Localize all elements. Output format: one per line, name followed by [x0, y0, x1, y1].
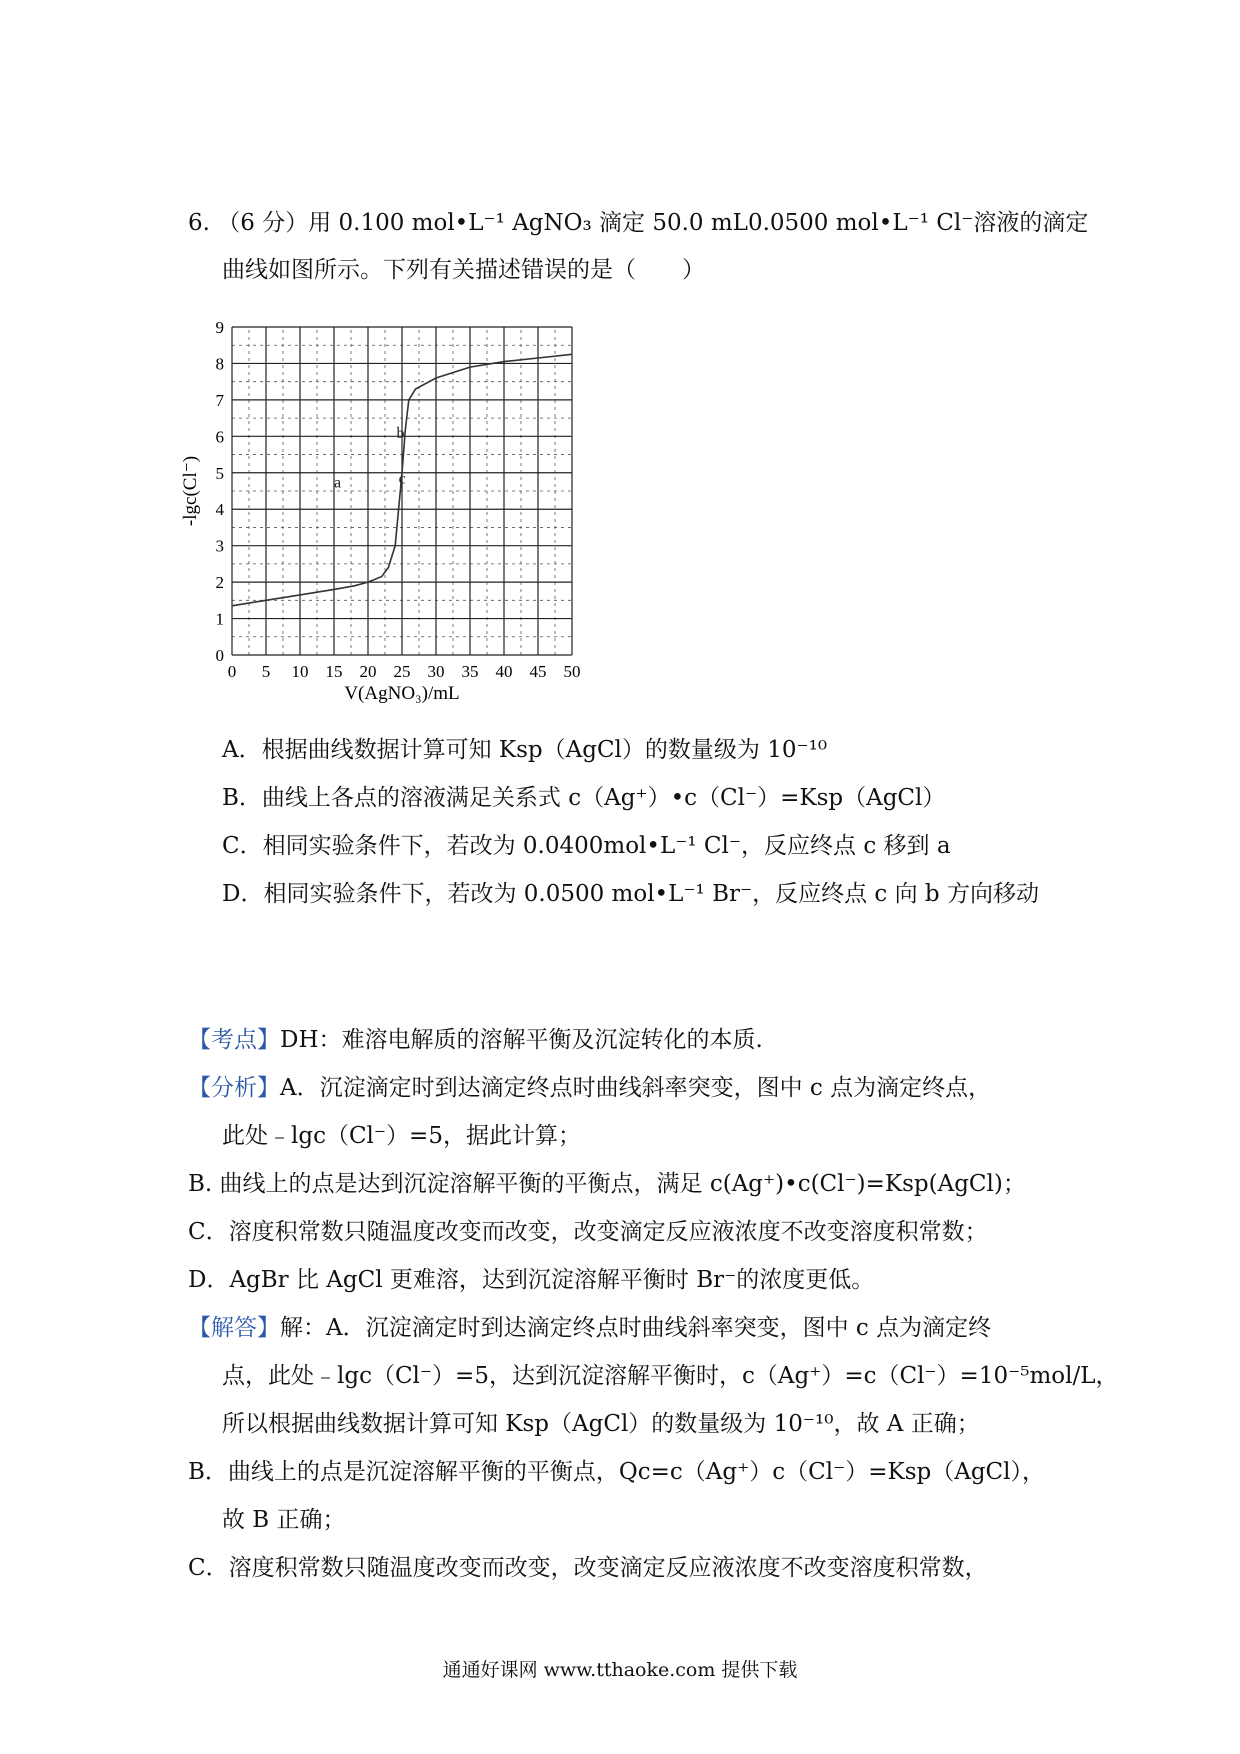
y-tick-label: 3: [215, 536, 224, 556]
x-tick-label: 20: [359, 662, 377, 681]
jieda-b-1: B．曲线上的点是沉淀溶解平衡的平衡点，Qc=c（Ag⁺）c（Cl⁻）=Ksp（AgCl），: [188, 1459, 1046, 1485]
y-tick-label: 6: [215, 427, 224, 447]
jieda-tag: 【解答】: [188, 1315, 280, 1341]
option-b: B．曲线上各点的溶液满足关系式 c（Ag⁺）•c（Cl⁻）=Ksp（AgCl）: [222, 785, 946, 811]
y-tick-label: 4: [215, 500, 224, 520]
question-line-2: 曲线如图所示。下列有关描述错误的是（ ）: [222, 257, 705, 283]
x-tick-label: 5: [261, 662, 271, 681]
point-label: b: [396, 425, 405, 443]
fenxi-line-1: [188, 1073, 991, 1103]
x-tick-label: 50: [563, 662, 581, 681]
y-tick-label: 8: [215, 354, 224, 374]
y-tick-label: 2: [215, 573, 224, 593]
point-label: a: [334, 474, 342, 492]
y-tick-label: 7: [215, 390, 224, 410]
option-a: A．根据曲线数据计算可知 Ksp（AgCl）的数量级为 10⁻¹⁰: [222, 737, 828, 763]
kaodian-text: DH：难溶电解质的溶解平衡及沉淀转化的本质.: [280, 1027, 763, 1053]
x-tick-label: 45: [529, 662, 547, 681]
fenxi-text-1: A．沉淀滴定时到达滴定终点时曲线斜率突变，图中 c 点为滴定终点，: [280, 1075, 992, 1101]
x-tick-label: 25: [393, 662, 411, 681]
x-tick-label: 30: [427, 662, 445, 681]
fenxi-c: C．溶度积常数只随温度改变而改变，改变滴定反应液浓度不改变溶度积常数；: [188, 1219, 988, 1245]
jieda-line-3: 所以根据曲线数据计算可知 Ksp（AgCl）的数量级为 10⁻¹⁰，故 A 正确；: [222, 1411, 980, 1437]
x-tick-label: 35: [461, 662, 479, 681]
fenxi-line-2: 此处﹣lgc（Cl⁻）=5，据此计算；: [222, 1123, 581, 1149]
fenxi-d: D．AgBr 比 AgCl 更难溶，达到沉淀溶解平衡时 Br⁻的浓度更低。: [188, 1267, 875, 1293]
page-footer: 通通好课网 www.tthaoke.com 提供下载: [442, 1659, 798, 1681]
jieda-line-1: [188, 1313, 991, 1343]
question-line-1: 6. （6 分）用 0.100 mol•L⁻¹ AgNO₃ 滴定 50.0 mL0.0500 mol•L⁻¹ Cl⁻溶液的滴定: [188, 210, 1089, 236]
y-tick-label: 9: [215, 318, 224, 337]
titration-chart: [180, 315, 600, 715]
fenxi-b: B. 曲线上的点是达到沉淀溶解平衡的平衡点，满足 c(Ag⁺)•c(Cl⁻)=Ksp(AgCl)；: [188, 1171, 1026, 1197]
chart-svg: [180, 315, 600, 715]
fenxi-tag: 【分析】: [188, 1075, 280, 1101]
jieda-b-2: 故 B 正确；: [222, 1507, 346, 1533]
kaodian-tag: 【考点】: [188, 1027, 280, 1053]
kaodian-line: [188, 1025, 763, 1055]
option-c: C．相同实验条件下，若改为 0.0400mol•L⁻¹ Cl⁻，反应终点 c 移到 a: [222, 833, 951, 859]
option-d: D．相同实验条件下，若改为 0.0500 mol•L⁻¹ Br⁻，反应终点 c 向 b 方向移动: [222, 881, 1039, 907]
jieda-line-2: 点，此处﹣lgc（Cl⁻）=5，达到沉淀溶解平衡时，c（Ag⁺）=c（Cl⁻）=10⁻⁵mol/L，: [222, 1363, 1119, 1389]
x-tick-label: 0: [227, 662, 237, 681]
x-tick-label: 40: [495, 662, 513, 681]
jieda-c: C．溶度积常数只随温度改变而改变，改变滴定反应液浓度不改变溶度积常数，: [188, 1555, 988, 1581]
y-tick-label: 5: [215, 463, 224, 483]
jieda-text-1: 解：A．沉淀滴定时到达滴定终点时曲线斜率突变，图中 c 点为滴定终: [280, 1315, 992, 1341]
y-tick-label: 1: [215, 609, 224, 629]
x-tick-label: 10: [291, 662, 309, 681]
x-tick-label: 15: [325, 662, 343, 681]
point-label: c: [398, 470, 406, 488]
y-axis-label: -lgc(Cl⁻): [180, 455, 201, 527]
y-tick-label: 0: [215, 646, 224, 665]
x-axis-label: V(AgNO₃)/mL: [344, 683, 460, 704]
